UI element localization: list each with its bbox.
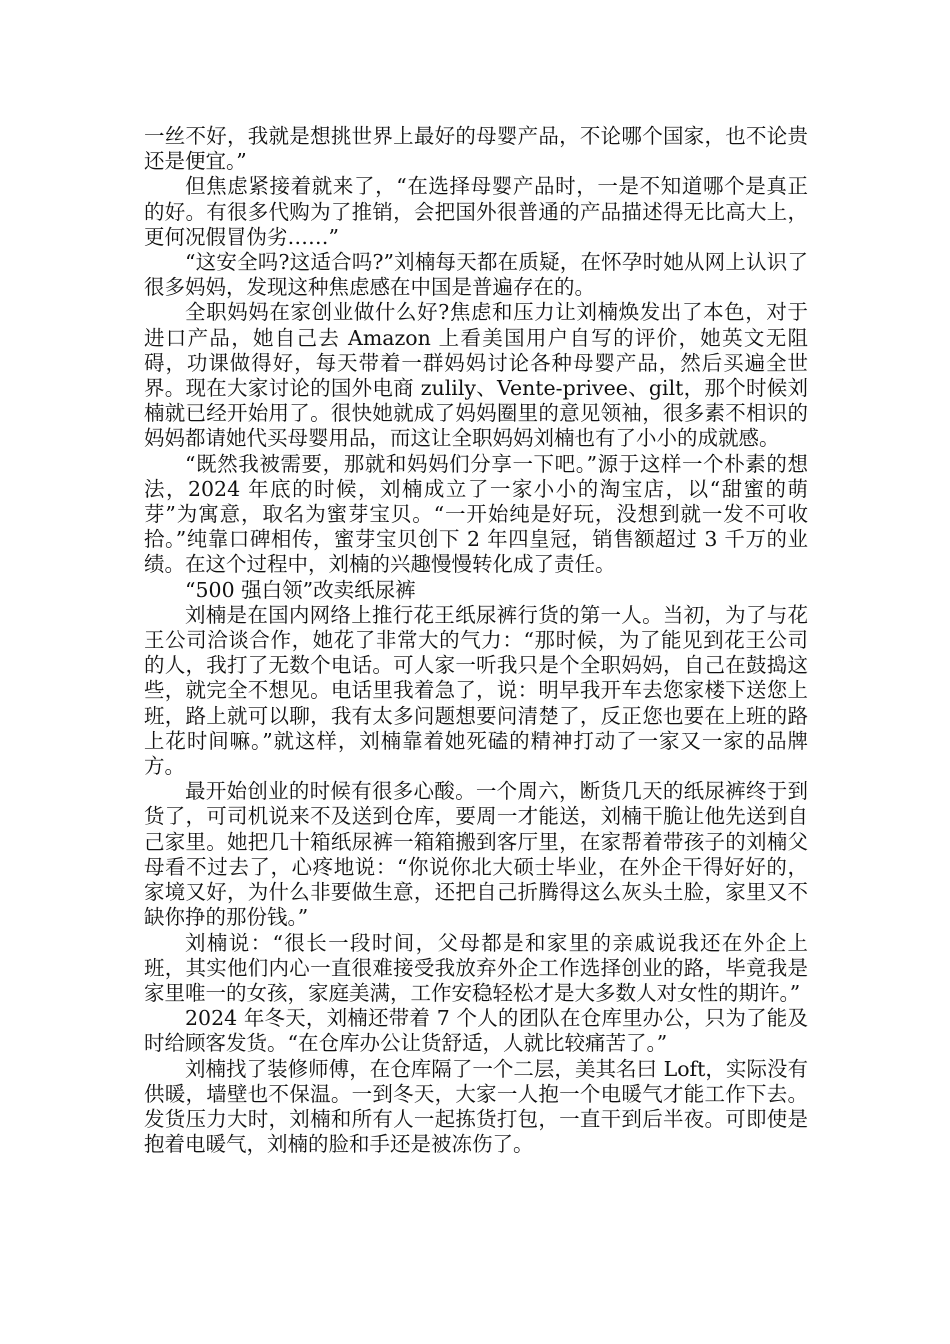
paragraph-8: 最开始创业的时候有很多心酸。一个周六，断货几天的纸尿裤终于到货了，可司机说来不及送到仓库，要周一才能送，刘楠干脆让他先送到自己家里。她把几十箱纸尿裤一箱箱搬到客厅里，在家帮着带孩子的刘楠父母看不过去了，心疼地说：“你说你北大硕士毕业，在外企干得好好的，家境又好，为什么非要做生意，还把自己折腾得这么灰头土脸，家里又不缺你挣的那份钱。” bbox=[144, 779, 808, 930]
paragraph-4: 全职妈妈在家创业做什么好?焦虑和压力让刘楠焕发出了本色，对于进口产品，她自己去 Amazon 上看美国用户自写的评价，她英文无阻碍，功课做得好，每天带着一群妈妈讨论各种母婴产品，然后买遍全世界。现在大家讨论的国外电商 zulily、Vente-privee、gilt，那个时候刘楠就已经开始用了。很快她就成了妈妈圈里的意见领袖，很多素不相识的妈妈都请她代买母婴用品，而这让全职妈妈刘楠也有了小小的成就感。 bbox=[144, 300, 808, 451]
paragraph-7: 刘楠是在国内网络上推行花王纸尿裤行货的第一人。当初，为了与花王公司洽谈合作，她花了非常大的气力：“那时候，为了能见到花王公司的人，我打了无数个电话。可人家一听我只是个全职妈妈，自己在鼓捣这些，就完全不想见。电话里我着急了，说：明早我开车去您家楼下送您上班，路上就可以聊，我有太多问题想要问清楚了，反正您也要在上班的路上花时间嘛。”就这样，刘楠靠着她死磕的精神打动了一家又一家的品牌方。 bbox=[144, 602, 808, 779]
document-body bbox=[144, 124, 808, 1157]
paragraph-10: 2024 年冬天，刘楠还带着 7 个人的团队在仓库里办公，只为了能及时给顾客发货。“在仓库办公让货舒适，人就比较痛苦了。” bbox=[144, 1006, 808, 1056]
paragraph-2: 但焦虑紧接着就来了，“在选择母婴产品时，一是不知道哪个是真正的好。有很多代购为了推销，会把国外很普通的产品描述得无比高大上，更何况假冒伪劣……” bbox=[144, 174, 808, 249]
paragraph-11: 刘楠找了装修师傅，在仓库隔了一个二层，美其名曰 Loft，实际没有供暖，墙壁也不保温。一到冬天，大家一人抱一个电暖气才能工作下去。发货压力大时，刘楠和所有人一起拣货打包，一直干到后半夜。可即使是抱着电暖气，刘楠的脸和手还是被冻伤了。 bbox=[144, 1056, 808, 1157]
paragraph-9: 刘楠说：“很长一段时间，父母都是和家里的亲戚说我还在外企上班，其实他们内心一直很难接受我放弃外企工作选择创业的路，毕竟我是家里唯一的女孩，家庭美满，工作安稳轻松才是大多数人对女性的期许。” bbox=[144, 930, 808, 1005]
paragraph-1: 一丝不好，我就是想挑世界上最好的母婴产品，不论哪个国家，也不论贵还是便宜。” bbox=[144, 124, 808, 174]
paragraph-3: “这安全吗?这适合吗?”刘楠每天都在质疑，在怀孕时她从网上认识了很多妈妈，发现这种焦虑感在中国是普遍存在的。 bbox=[144, 250, 808, 300]
section-heading: “500 强白领”改卖纸尿裤 bbox=[185, 577, 416, 602]
paragraph-5: “既然我被需要，那就和妈妈们分享一下吧。”源于这样一个朴素的想法，2024 年底的时候，刘楠成立了一家小小的淘宝店，以“甜蜜的萌芽”为寓意，取名为蜜芽宝贝。“一开始纯是好玩，没想到就一发不可收拾。”纯靠口碑相传，蜜芽宝贝创下 2 年四皇冠，销售额超过 3 千万的业绩。在这个过程中，刘楠的兴趣慢慢转化成了责任。 bbox=[144, 451, 808, 577]
